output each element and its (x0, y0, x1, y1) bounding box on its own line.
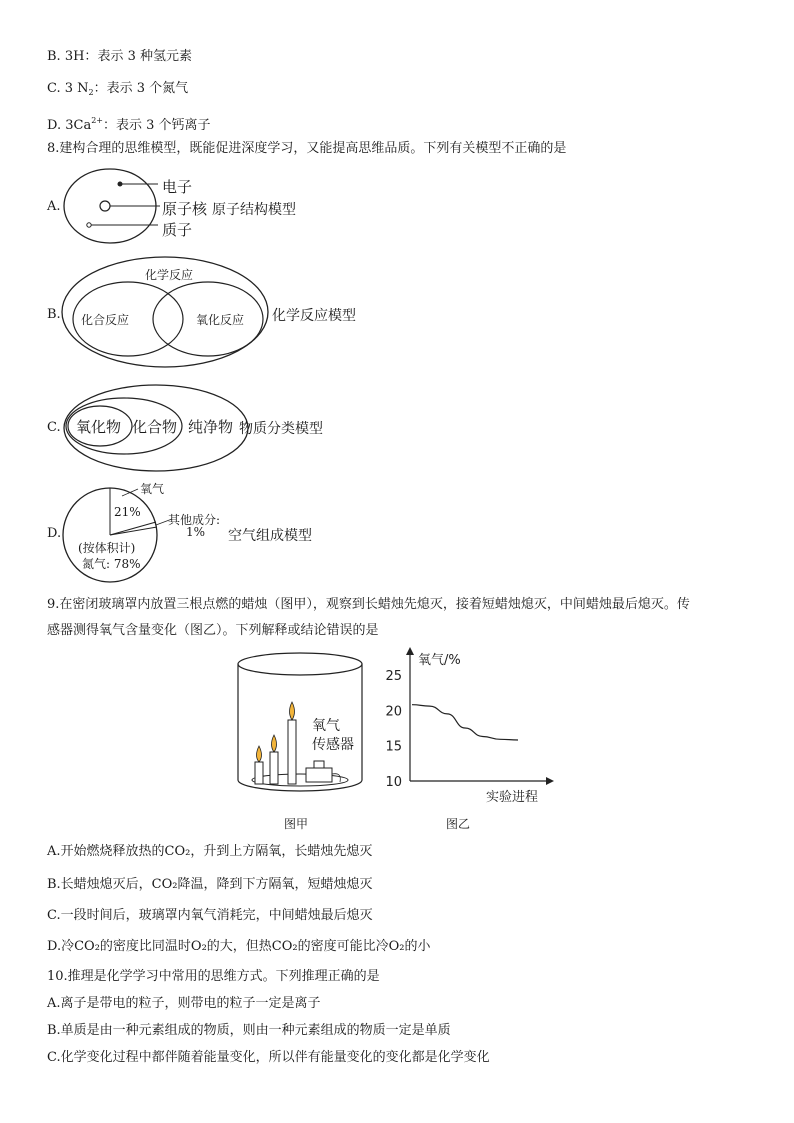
question-8-stem: 8.建构合理的思维模型，既能促进深度学习，又能提高思维品质。下列有关模型不正确的是 (47, 141, 567, 156)
reaction-model-title: 化学反应模型 (272, 308, 356, 324)
question-10-stem: 10.推理是化学学习中常用的思维方式。下列推理正确的是 (47, 969, 380, 984)
option-7c (47, 80, 188, 102)
y-axis-arrow (406, 647, 414, 655)
option-7c-prefix: C. 3 N (47, 81, 89, 96)
option-10c: C.化学变化过程中都伴随着能量变化，所以伴有能量变化的变化都是化学变化 (47, 1050, 490, 1065)
option-9c: C.一段时间后，玻璃罩内氧气消耗完，中间蜡烛最后熄灭 (47, 908, 373, 923)
y-tick-label: 10 (385, 775, 402, 790)
option-7d (47, 112, 211, 135)
option-8b-letter: B. (47, 307, 61, 322)
other-label: 其他成分: (168, 513, 221, 527)
option-7d-prefix: D. 3Ca (47, 118, 92, 133)
option-7b-text: 表示 3 种氢元素 (97, 49, 192, 64)
y-tick-label: 15 (385, 739, 402, 755)
option-9b: B.长蜡烛熄灭后，CO₂降温，降到下方隔氧，短蜡烛熄灭 (47, 877, 373, 892)
option-7c-text: ：表示 3 个氮气 (93, 81, 189, 96)
option-7c-subscript: 2 (88, 88, 94, 97)
option-10a: A.离子是带电的粒子，则带电的粒子一定是离子 (47, 996, 321, 1011)
option-7d-superscript: 2+ (91, 116, 103, 125)
option-7b (47, 48, 192, 66)
option-7b-prefix: B. 3H： (47, 49, 98, 64)
option-8d-letter: D. (47, 526, 62, 541)
pure-substance-label: 纯净物 (188, 418, 234, 436)
nitrogen-label: 氮气: 78% (82, 557, 141, 571)
y-tick-label: 25 (385, 669, 402, 684)
option-10b: B.单质是由一种元素组成的物质，则由一种元素组成的物质一定是单质 (47, 1023, 451, 1038)
compound-label: 化合物 (132, 418, 178, 436)
option-7d-text: ：表示 3 个钙离子 (103, 118, 211, 133)
oxide-label: 氧化物 (76, 418, 122, 436)
combination-reaction-label: 化合反应 (81, 313, 130, 327)
option-9a: A.开始燃烧释放热的CO₂，升到上方隔氧，长蜡烛先熄灭 (47, 844, 373, 859)
y-tick-label: 20 (385, 704, 402, 720)
sensor-label-line1: 氧气 (312, 718, 340, 734)
atom-model-title: 原子结构模型 (212, 202, 296, 218)
oxidation-reaction-label: 氧化反应 (196, 313, 245, 327)
oxygen-series-line (412, 705, 518, 740)
question-9-stem-line1: 9.在密闭玻璃罩内放置三根点燃的蜡烛（图甲），观察到长蜡烛先熄灭，接着短蜡烛熄灭，中间蜡烛最后熄灭。传 (47, 597, 690, 612)
oxygen-chart (370, 645, 560, 815)
option-8c-letter: C. (47, 420, 61, 435)
classification-model-title: 物质分类模型 (239, 421, 323, 437)
y-axis-label: 氧气/% (418, 653, 461, 668)
question-9-stem-line2: 感器测得氧气含量变化（图乙）。下列解释或结论错误的是 (47, 623, 379, 638)
option-8a-letter: A. (47, 199, 61, 214)
other-percent: 1% (186, 525, 206, 539)
oxygen-label: 氧气 (140, 482, 165, 496)
bell-jar-figure (230, 650, 370, 800)
figure-a-caption: 图甲 (284, 817, 309, 831)
figure-b-caption: 图乙 (446, 817, 471, 831)
x-axis-arrow (546, 777, 554, 785)
volume-basis-label: (按体积计) (78, 541, 136, 555)
proton-label: 质子 (162, 221, 193, 239)
option-9d: D.冷CO₂的密度比同温时O₂的大，但热CO₂的密度可能比冷O₂的小 (47, 939, 431, 954)
chemical-reaction-label: 化学反应 (145, 268, 194, 282)
oxygen-percent: 21% (114, 505, 141, 519)
x-axis-label: 实验进程 (486, 790, 539, 805)
sensor-label-line2: 传感器 (312, 737, 354, 753)
nucleus-label: 原子核 (162, 200, 208, 218)
air-model-title: 空气组成模型 (228, 528, 312, 544)
electron-label: 电子 (162, 178, 193, 196)
